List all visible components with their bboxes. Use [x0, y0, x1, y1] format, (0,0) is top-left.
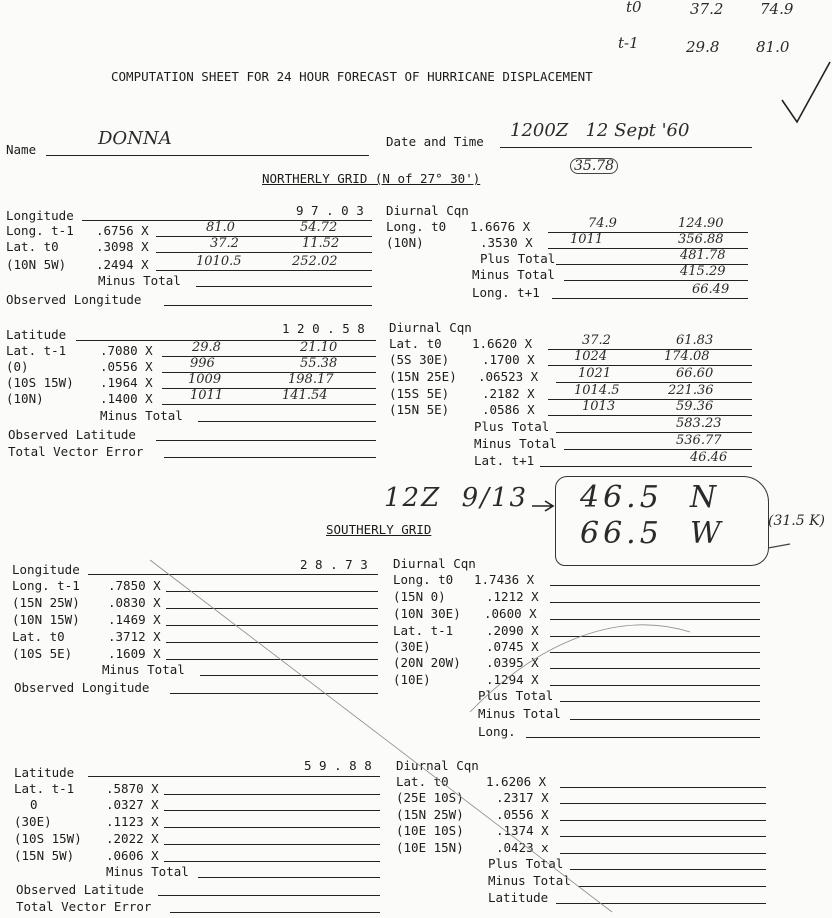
s-lat-row-5-coef: .0606 X	[106, 848, 159, 863]
s-lon-row-4-line	[166, 642, 378, 643]
s-lon-diurnal-row-7-line	[550, 685, 760, 686]
n-lon-diurnal-result-label: Long. t+1	[472, 285, 540, 300]
s-lon-diurnal-row-4-label: Lat. t-1	[393, 623, 454, 638]
n-lon-diurnal-row-1-label: Long. t0	[386, 219, 447, 234]
s-lat-diurnal-row-3-line	[560, 820, 766, 821]
n-lat-diurnal-row-5-input: 1013	[582, 399, 616, 414]
s-lon-diurnal-row-3-label: (10N 30E)	[393, 606, 461, 621]
southerly-grid-heading: SOUTHERLY GRID	[326, 522, 432, 537]
corner-t0-label: t0	[626, 0, 642, 16]
n-lat-row-1-coef: .7080 X	[100, 343, 153, 358]
s-lat-label: Latitude	[14, 765, 75, 780]
s-lon-diurnal-row-6-line	[550, 668, 760, 669]
n-lon-row-1-product: 54.72	[300, 220, 338, 235]
n-lat-diurnal-row-5-product: 59.36	[676, 399, 714, 414]
n-lat-label: Latitude	[6, 327, 67, 342]
n-lon-diurnal-row-2-label: (10N)	[386, 235, 424, 250]
n-lat-diurnal-result-value: 46.46	[690, 450, 728, 465]
s-lon-diurnal-result-line	[526, 737, 760, 738]
date-line	[500, 147, 752, 148]
s-lat-diurnal-row-1-coef: 1.6206 X	[486, 774, 547, 789]
n-lon-label: Longitude	[6, 208, 74, 223]
n-lon-diurnal-row-1-product: 124.90	[678, 216, 724, 231]
forecast-lon: 66.5 W	[580, 516, 725, 551]
n-lat-row-3-product: 198.17	[288, 372, 334, 387]
n-lon-observed: Observed Longitude	[6, 292, 142, 307]
s-lat-row-4-label: (10S 15W)	[14, 831, 82, 846]
n-lon-row-2-line	[156, 252, 372, 253]
n-lat-diurnal-minus-value: 536.77	[676, 433, 722, 448]
date-value: 1200Z 12 Sept '60	[510, 120, 690, 141]
s-lon-diurnal-row-3-line	[550, 619, 760, 620]
n-lon-diurnal-row-2-coef: .3530 X	[480, 235, 533, 250]
s-lon-observed-line	[170, 693, 378, 694]
s-lon-minus-total: Minus Total	[102, 662, 185, 677]
s-lon-diurnal-row-6-coef: .0395 X	[486, 655, 539, 670]
s-lat-row-4-coef: .2022 X	[106, 831, 159, 846]
s-lon-row-3-label: (10N 15W)	[12, 612, 80, 627]
n-lon-diurnal-plus-label: Plus Total	[480, 251, 556, 266]
corner-tm1-value-1: 29.8	[686, 38, 720, 56]
s-lon-constant: 2 8 . 7 3	[300, 557, 368, 572]
s-lat-row-2-coef: .0327 X	[106, 797, 159, 812]
s-lon-row-1-line	[166, 591, 378, 592]
s-lon-row-2-line	[166, 608, 378, 609]
s-lon-diurnal-row-1-line	[550, 585, 760, 586]
s-lat-diurnal-row-3-label: (15N 25W)	[396, 807, 464, 822]
n-lon-observed-line	[164, 305, 372, 306]
n-lat-diurnal-row-1-coef: 1.6620 X	[472, 336, 533, 351]
s-lon-diurnal-row-5-line	[550, 652, 760, 653]
side-tick-mark	[768, 544, 790, 548]
n-lat-row-4-coef: .1400 X	[100, 391, 153, 406]
n-lat-minus-total: Minus Total	[100, 408, 183, 423]
s-lat-minus-total-line	[198, 877, 380, 878]
s-lat-line	[88, 776, 380, 777]
n-lon-row-3-coef: .2494 X	[96, 257, 149, 272]
n-lat-diurnal-row-3-coef: .06523 X	[478, 369, 539, 384]
s-lon-row-5-line	[166, 659, 378, 660]
s-lat-row-3-line	[164, 827, 380, 828]
name-line	[46, 155, 369, 156]
s-lon-diurnal-plus-line	[560, 701, 760, 702]
n-lat-vector-error: Total Vector Error	[8, 444, 144, 459]
s-lat-row-2-line	[164, 810, 380, 811]
n-lon-diurnal-row-2-product: 356.88	[678, 232, 724, 247]
forecast-lat: 46.5 N	[580, 480, 721, 515]
s-lon-row-1-coef: .7850 X	[108, 578, 161, 593]
n-lat-diurnal-result-line	[540, 466, 752, 467]
s-lat-diurnal-row-3-coef: .0556 X	[496, 807, 549, 822]
n-lon-diurnal-row-2-input: 1011	[570, 232, 604, 247]
s-lat-diurnal-result-line	[556, 903, 766, 904]
s-lat-diurnal-row-2-line	[560, 803, 766, 804]
n-lon-row-3-product: 252.02	[292, 254, 338, 269]
circled-note: 35.78	[570, 158, 618, 174]
forecast-arrow-icon	[532, 501, 553, 511]
northerly-grid-heading: NORTHERLY GRID (N of 27° 30')	[262, 171, 481, 186]
n-lat-diurnal-row-1-label: Lat. t0	[389, 336, 442, 351]
s-lon-diurnal-minus-label: Minus Total	[478, 706, 561, 721]
s-lon-observed: Observed Longitude	[14, 680, 150, 695]
s-lon-line	[88, 574, 378, 575]
s-lon-row-3-coef: .1469 X	[108, 612, 161, 627]
s-lat-vector-error: Total Vector Error	[16, 899, 152, 914]
n-lat-row-2-label: (0)	[6, 359, 29, 374]
s-lat-minus-total: Minus Total	[106, 864, 189, 879]
s-lat-diurnal-row-2-label: (25E 10S)	[396, 790, 464, 805]
s-lon-minus-total-line	[200, 675, 378, 676]
n-lat-row-4-product: 141.54	[282, 388, 328, 403]
n-lon-minus-total-line	[196, 286, 372, 287]
n-lat-minus-total-line	[198, 421, 376, 422]
s-lat-diurnal-row-4-line	[560, 836, 766, 837]
s-lat-row-4-line	[164, 844, 380, 845]
s-lon-diurnal-minus-line	[570, 719, 760, 720]
s-lat-diurnal-row-4-label: (10E 10S)	[396, 823, 464, 838]
n-lat-row-4-line	[162, 404, 376, 405]
n-lat-diurnal-row-4-line	[548, 399, 752, 400]
s-lon-diurnal-row-6-label: (20N 20W)	[393, 655, 461, 670]
n-lon-diurnal-row-1-input: 74.9	[588, 216, 617, 231]
s-lat-diurnal-plus-label: Plus Total	[488, 856, 564, 871]
n-lat-row-2-input: 996	[190, 356, 215, 371]
s-lat-row-1-coef: .5870 X	[106, 781, 159, 796]
n-lat-row-3-input: 1009	[188, 372, 222, 387]
n-lat-diurnal-row-2-input: 1024	[574, 349, 608, 364]
n-lat-diurnal-row-1-input: 37.2	[582, 333, 611, 348]
n-lat-diurnal-result-label: Lat. t+1	[474, 453, 535, 468]
n-lat-row-4-input: 1011	[190, 388, 224, 403]
s-lat-diurnal-row-5-coef: .0423 x	[496, 840, 549, 855]
forecast-side-note: (31.5 K)	[768, 513, 826, 529]
n-lat-diurnal-row-2-coef: .1700 X	[482, 352, 535, 367]
n-lon-row-3-line	[156, 270, 372, 271]
s-lon-row-2-coef: .0830 X	[108, 595, 161, 610]
n-lon-row-2-input: 37.2	[210, 236, 239, 251]
forecast-time: 12Z 9/13	[384, 483, 529, 513]
name-value: DONNA	[98, 128, 172, 149]
n-lat-diurnal-row-4-input: 1014.5	[574, 383, 620, 398]
n-lat-diurnal-row-3-label: (15N 25E)	[389, 369, 457, 384]
s-lat-observed-line	[158, 895, 380, 896]
n-lon-diurnal-label: Diurnal Cqn	[386, 203, 469, 218]
n-lat-diurnal-plus-value: 583.23	[676, 416, 722, 431]
s-lat-constant: 5 9 . 8 8	[304, 758, 372, 773]
s-lat-observed: Observed Latitude	[16, 882, 144, 897]
s-lon-diurnal-row-3-coef: .0600 X	[484, 606, 537, 621]
n-lat-row-3-label: (10S 15W)	[6, 375, 74, 390]
n-lat-observed: Observed Latitude	[8, 427, 136, 442]
s-lon-diurnal-row-2-coef: .1212 X	[486, 589, 539, 604]
n-lat-diurnal-row-5-label: (15N 5E)	[389, 402, 450, 417]
s-lon-diurnal-row-2-label: (15N 0)	[393, 589, 446, 604]
n-lat-diurnal-row-3-input: 1021	[578, 366, 612, 381]
s-lat-diurnal-row-2-coef: .2317 X	[496, 790, 549, 805]
n-lat-diurnal-row-3-product: 66.60	[676, 366, 714, 381]
s-lon-row-5-label: (10S 5E)	[12, 646, 73, 661]
n-lat-row-1-input: 29.8	[192, 340, 221, 355]
n-lat-diurnal-row-5-coef: .0586 X	[482, 402, 535, 417]
s-lat-row-1-label: Lat. t-1	[14, 781, 75, 796]
s-lon-row-2-label: (15N 25W)	[12, 595, 80, 610]
n-lon-row-1-input: 81.0	[206, 220, 235, 235]
n-lon-minus-total: Minus Total	[98, 273, 181, 288]
s-lat-diurnal-row-5-line	[560, 853, 766, 854]
n-lat-diurnal-row-2-product: 174.08	[664, 349, 710, 364]
s-lon-diurnal-row-1-label: Long. t0	[393, 572, 454, 587]
s-lat-diurnal-row-5-label: (10E 15N)	[396, 840, 464, 855]
s-lon-diurnal-row-1-coef: 1.7436 X	[474, 572, 535, 587]
s-lat-diurnal-row-1-line	[560, 787, 766, 788]
s-lat-diurnal-result-label: Latitude	[488, 890, 549, 905]
s-lon-diurnal-row-5-label: (30E)	[393, 639, 431, 654]
n-lat-diurnal-row-1-product: 61.83	[676, 333, 714, 348]
s-lon-diurnal-label: Diurnal Cqn	[393, 556, 476, 571]
n-lon-row-2-coef: .3098 X	[96, 239, 149, 254]
s-lon-row-5-coef: .1609 X	[108, 646, 161, 661]
n-lat-observed-line	[156, 440, 376, 441]
s-lat-diurnal-minus-line	[578, 886, 766, 887]
n-lon-diurnal-minus-value: 415.29	[680, 264, 726, 279]
corner-t0-value-1: 37.2	[690, 0, 724, 18]
n-lat-diurnal-minus-label: Minus Total	[474, 436, 557, 451]
s-lon-diurnal-row-7-coef: .1294 X	[486, 672, 539, 687]
n-lon-diurnal-plus-value: 481.78	[680, 248, 726, 263]
s-lat-diurnal-minus-label: Minus Total	[488, 873, 571, 888]
n-lon-diurnal-minus-label: Minus Total	[472, 267, 555, 282]
s-lat-diurnal-row-1-label: Lat. t0	[396, 774, 449, 789]
n-lon-diurnal-result-line	[552, 298, 748, 299]
s-lon-diurnal-row-4-coef: .2090 X	[486, 623, 539, 638]
s-lon-row-1-label: Long. t-1	[12, 578, 80, 593]
s-lat-row-5-label: (15N 5W)	[14, 848, 75, 863]
s-lon-diurnal-row-2-line	[550, 602, 760, 603]
s-lon-row-4-coef: .3712 X	[108, 629, 161, 644]
n-lon-row-1-label: Long. t-1	[6, 223, 74, 238]
checkmark-icon	[782, 62, 830, 122]
corner-t0-value-2: 74.9	[760, 0, 794, 18]
s-lat-diurnal-label: Diurnal Cqn	[396, 758, 479, 773]
n-lat-diurnal-plus-line	[556, 432, 752, 433]
s-lon-row-3-line	[166, 625, 378, 626]
n-lon-row-2-product: 11.52	[302, 236, 340, 251]
n-lat-diurnal-label: Diurnal Cqn	[389, 320, 472, 335]
n-lon-row-3-input: 1010.5	[196, 254, 242, 269]
n-lon-constant: 9 7 . 0 3	[296, 203, 364, 218]
name-label: Name	[6, 142, 37, 157]
s-lat-diurnal-row-4-coef: .1374 X	[496, 823, 549, 838]
s-lon-diurnal-result-label: Long.	[478, 724, 516, 739]
n-lat-row-2-product: 55.38	[300, 356, 338, 371]
n-lon-row-2-label: Lat. t0	[6, 239, 59, 254]
s-lat-row-2-label: 0	[30, 797, 38, 812]
n-lat-diurnal-row-4-coef: .2182 X	[482, 386, 535, 401]
n-lon-row-1-line	[156, 236, 372, 237]
s-lon-diurnal-row-4-line	[550, 636, 760, 637]
n-lat-diurnal-row-4-product: 221.36	[668, 383, 714, 398]
corner-tm1-value-2: 81.0	[756, 38, 790, 56]
s-lat-diurnal-plus-line	[570, 869, 766, 870]
n-lat-row-1-label: Lat. t-1	[6, 343, 67, 358]
n-lat-row-2-coef: .0556 X	[100, 359, 153, 374]
n-lat-row-4-label: (10N)	[6, 391, 44, 406]
s-lat-row-5-line	[164, 861, 380, 862]
s-lon-diurnal-row-5-coef: .0745 X	[486, 639, 539, 654]
n-lat-diurnal-plus-label: Plus Total	[474, 419, 550, 434]
n-lon-diurnal-result-value: 66.49	[692, 282, 730, 297]
n-lon-diurnal-minus-line	[564, 280, 748, 281]
page-title: COMPUTATION SHEET FOR 24 HOUR FORECAST OF HURRICANE DISPLACEMENT	[111, 69, 593, 84]
s-lon-row-4-label: Lat. t0	[12, 629, 65, 644]
s-lon-diurnal-row-7-label: (10E)	[393, 672, 431, 687]
n-lat-vector-error-line	[164, 457, 376, 458]
n-lon-row-3-label: (10N 5W)	[6, 257, 67, 272]
s-lat-row-3-label: (30E)	[14, 814, 52, 829]
n-lon-row-1-coef: .6756 X	[96, 223, 149, 238]
s-lon-diurnal-plus-label: Plus Total	[478, 688, 554, 703]
s-lon-label: Longitude	[12, 562, 80, 577]
n-lon-diurnal-row-1-coef: 1.6676 X	[470, 219, 531, 234]
s-lat-vector-error-line	[170, 912, 380, 913]
corner-tm1-label: t-1	[618, 34, 639, 52]
n-lat-row-1-product: 21.10	[300, 340, 338, 355]
n-lat-diurnal-row-4-label: (15S 5E)	[389, 386, 450, 401]
date-label: Date and Time	[386, 134, 484, 149]
s-lat-row-1-line	[164, 794, 380, 795]
n-lat-row-3-coef: .1964 X	[100, 375, 153, 390]
s-lat-row-3-coef: .1123 X	[106, 814, 159, 829]
n-lat-constant: 1 2 0 . 5 8	[282, 321, 365, 336]
n-lat-diurnal-row-2-label: (5S 30E)	[389, 352, 450, 367]
